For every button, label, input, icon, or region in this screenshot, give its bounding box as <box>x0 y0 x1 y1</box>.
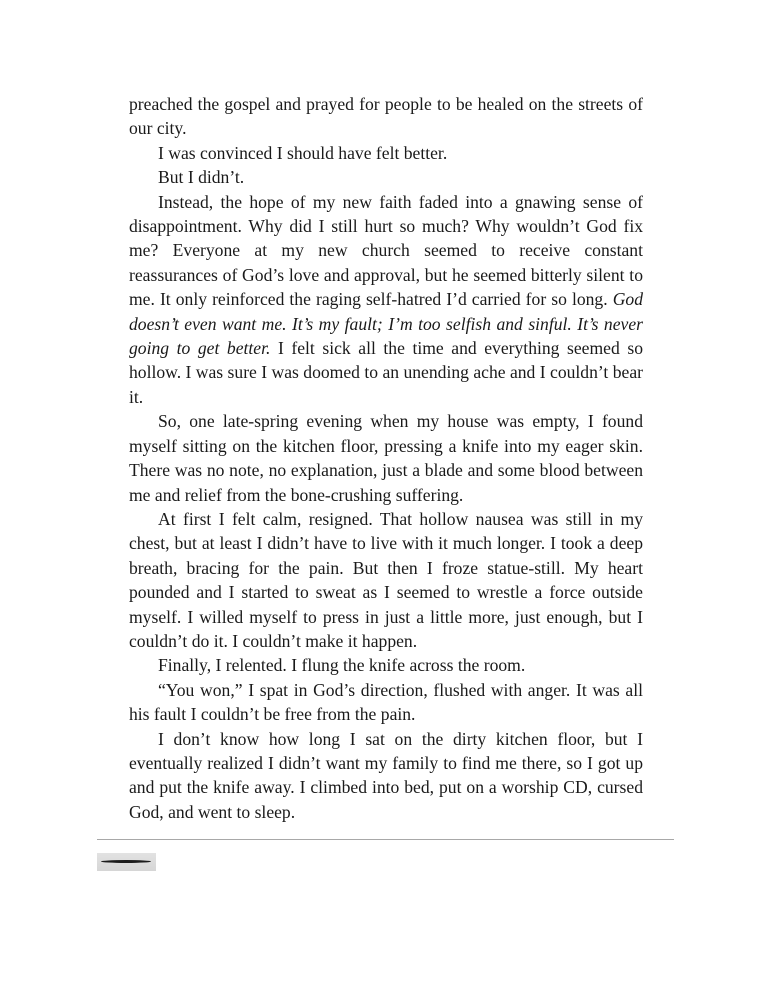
paragraph-went-to-sleep: I don’t know how long I sat on the dirty kitchen floor, but I eventually realized I didn’t want my family to find me there, so I got up and put the knife away. I climbed into bed, put on a worship CD, cursed God, and went to sleep. <box>129 728 643 822</box>
paragraph-relented: Finally, I relented. I flung the knife across the room. <box>158 655 526 676</box>
paragraph-didnt: But I didn’t. <box>158 167 245 188</box>
paragraph-disappointment-tail: I felt sick all the time and everything seemed so hollow. I was sure I was doomed to an unending ache and I couldn’t bear it. <box>129 338 643 407</box>
separator-stroke <box>101 860 151 863</box>
paragraph-convinced: I was convinced I should have felt better. <box>158 142 448 163</box>
paragraph-you-won: “You won,” I spat in God’s direction, flushed with anger. It was all his fault I couldn’t be free from the pain. <box>129 679 643 725</box>
italic-inner-thought: God doesn’t even want me. It’s my fault; I’m too selfish and sinful. It’s never going to get better. <box>129 289 643 359</box>
footnote-divider <box>97 839 674 840</box>
body-text <box>129 92 643 824</box>
paragraph-statue-still: At first I felt calm, resigned. That hollow nausea was still in my chest, but at least I didn’t have to live with it much longer. I took a deep breath, bracing for the pain. But then I froze statue-still. My heart pounded and I started to sweat as I seemed to wrestle a force outside myself. I willed myself to press in just a little more, just enough, but I couldn’t do it. I couldn’t make it happen. <box>129 508 643 651</box>
paragraph-kitchen-floor: So, one late-spring evening when my house was empty, I found myself sitting on the kitchen floor, pressing a knife into my eager skin. There was no note, no explanation, just a blade and some blood between me and relief from the bone-crushing suffering. <box>129 411 643 505</box>
footnote-separator-mark <box>97 853 156 871</box>
paragraph-disappointment <box>129 190 643 410</box>
paragraph-disappointment-lead: Instead, the hope of my new faith faded into a gnawing sense of disappointment. Why did I still hurt so much? Why wouldn’t God fix me? Everyone at my new church seemed to receive constant reassurances of God’s love and approval, but he seemed bitterly silent to me. It only reinforced the raging self-hatred I’d carried for so long. <box>129 191 643 310</box>
paragraph-gospel-continuation: preached the gospel and prayed for people to be healed on the streets of our city. <box>129 94 643 139</box>
